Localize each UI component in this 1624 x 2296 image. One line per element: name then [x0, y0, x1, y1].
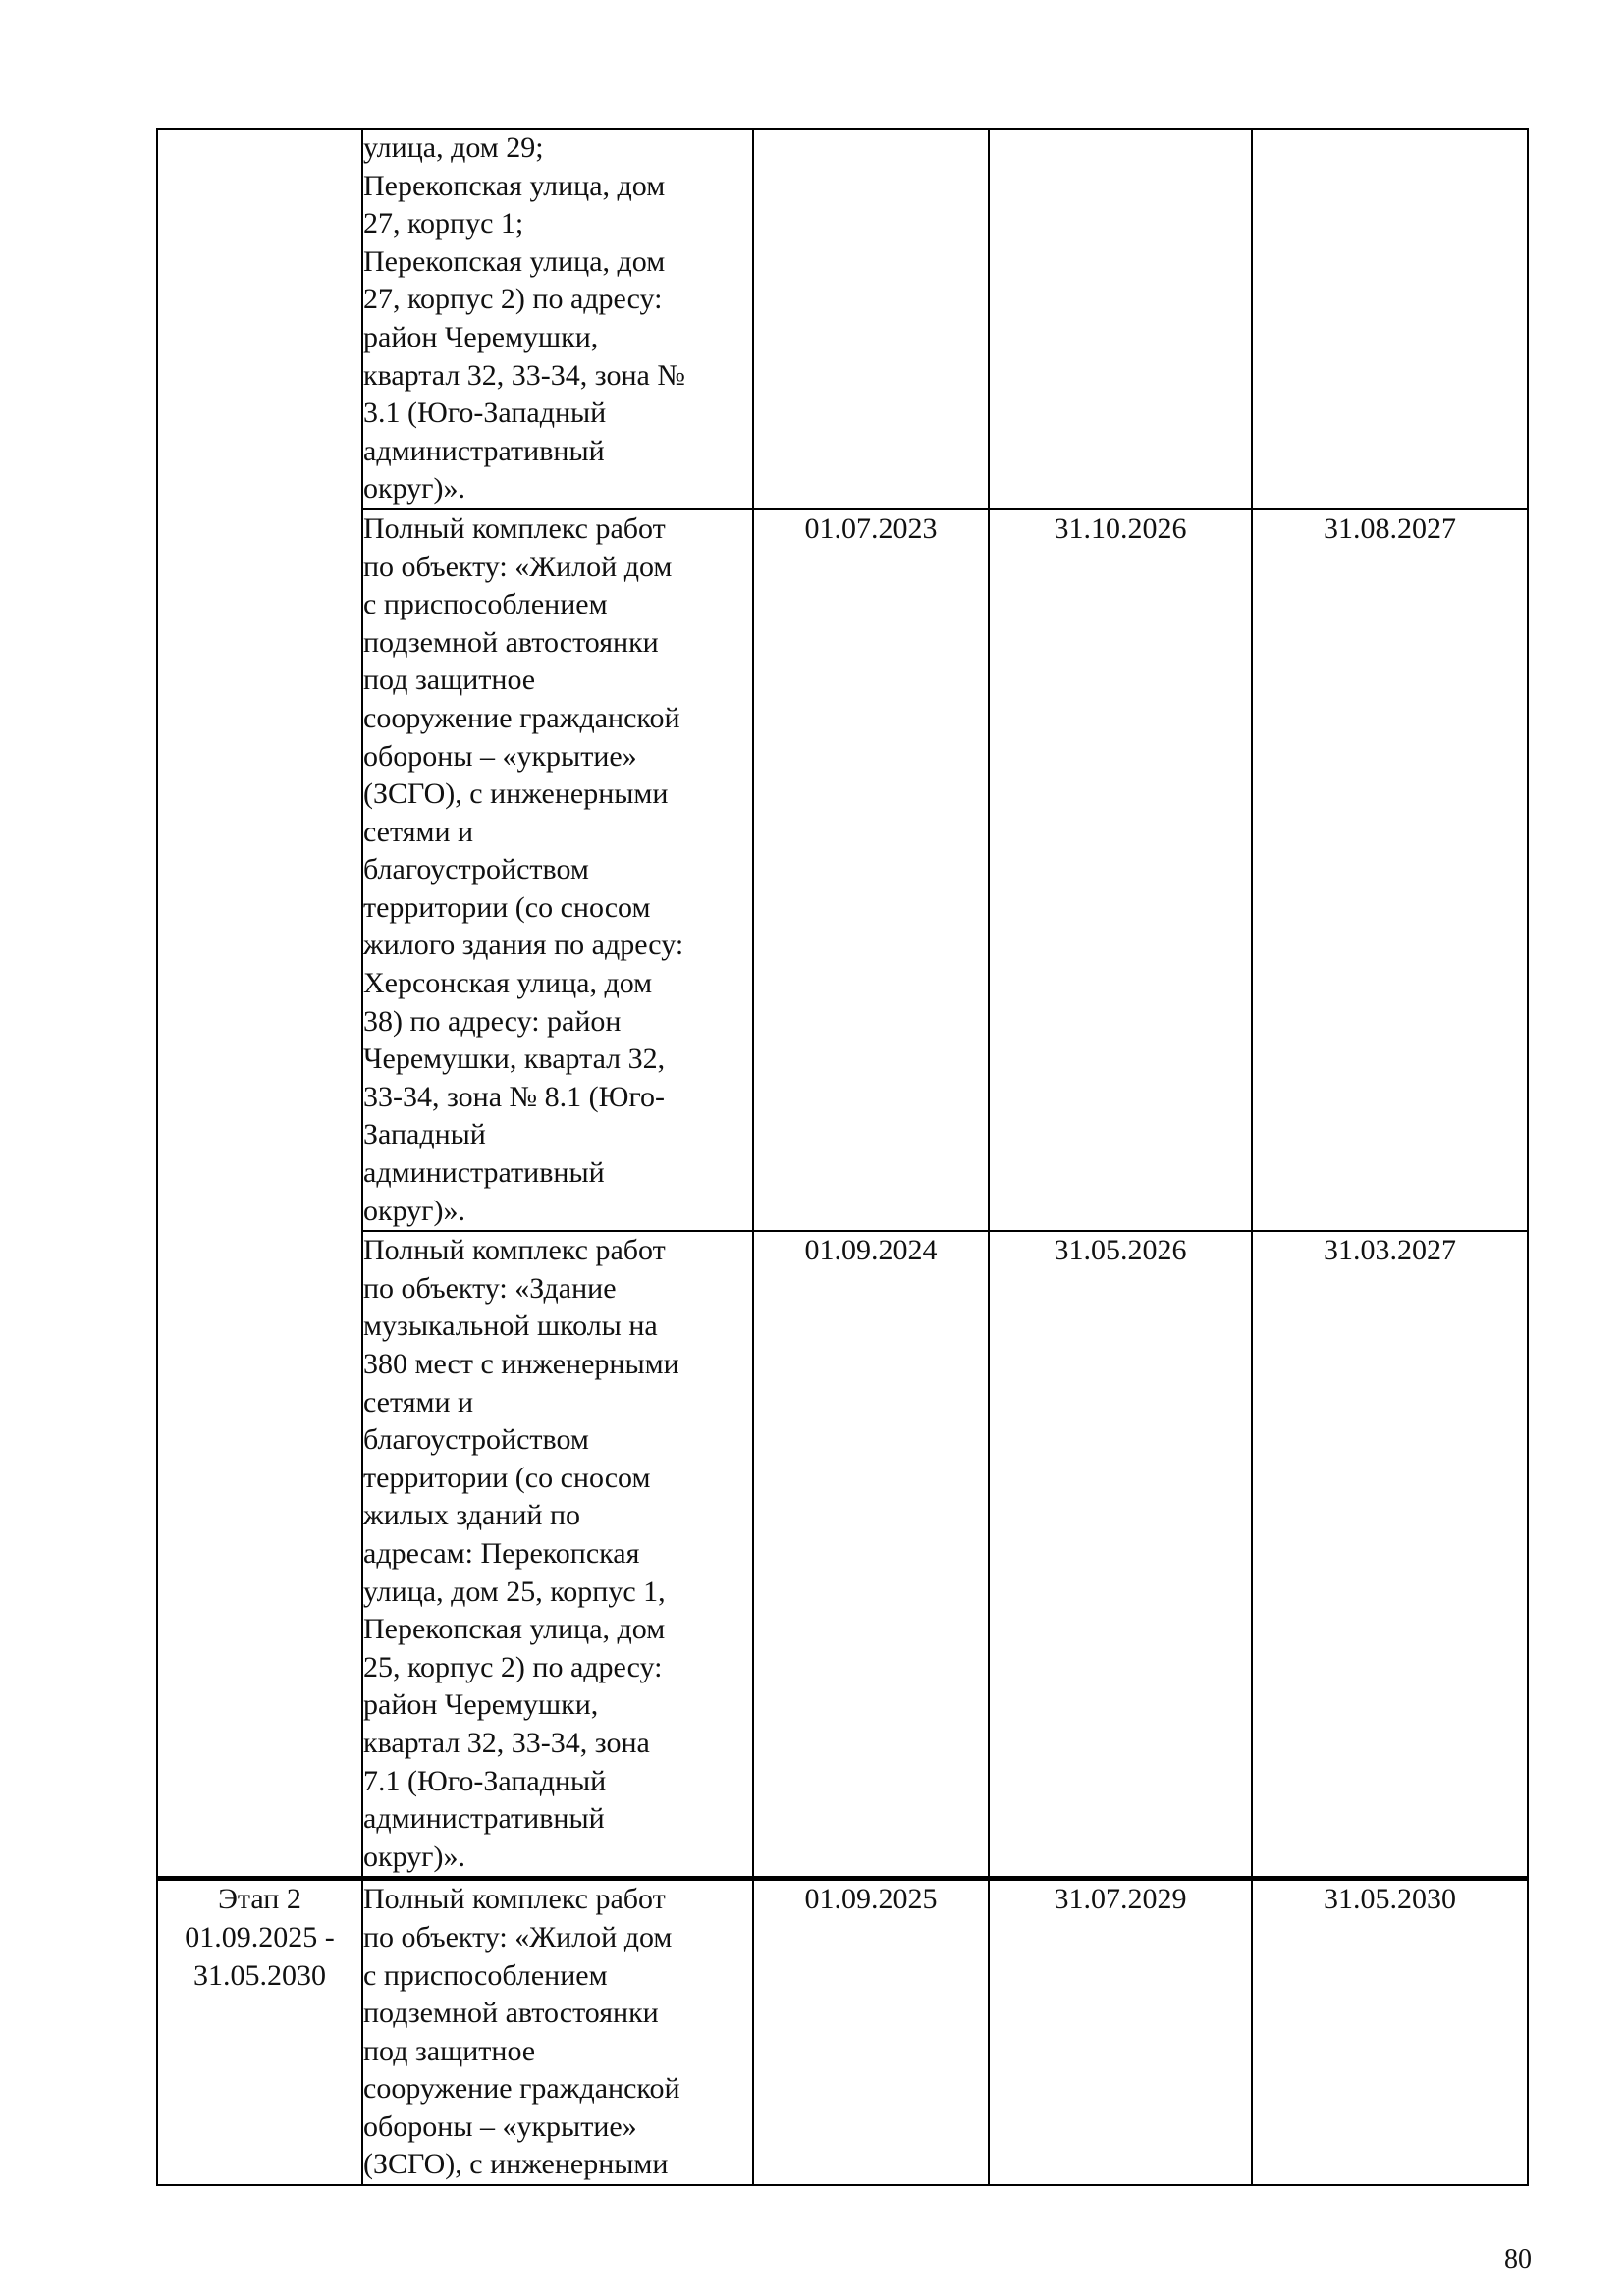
start-date-cell [753, 129, 989, 509]
work-description-cell [362, 1879, 753, 2185]
construction-end-date-cell: 31.05.2026 [989, 1231, 1252, 1879]
work-description: Полный комплекс работ по объекту: «Здание музыкальной школы на 380 мест с инженерными сетями и благоустройством территории (со сносом жилых зданий по адресам: Перекопская улица, дом 25, корпус 1, Перекопская улица, дом 25, корпус 2) по адресу: район Черемушки, квартал 32, 33-34, зона 7.1 (Юго-Западный административный округ)». [363, 1234, 679, 1873]
work-description-cell [362, 1231, 753, 1879]
work-description-cell [362, 129, 753, 509]
work-description: Полный комплекс работ по объекту: «Жилой дом с приспособлением подземной автостоянки под защитное сооружение гражданской обороны – «укрытие» (ЗСГО), с инженерными [363, 1883, 680, 2181]
stage-label: Этап 2 01.09.2025 - 31.05.2030 [185, 1883, 335, 1992]
table-row [157, 1231, 1528, 1879]
commissioning-date-cell [1252, 129, 1528, 509]
table-row [157, 129, 1528, 509]
work-description-cell [362, 509, 753, 1231]
stage-cell [157, 129, 362, 1879]
start-date-cell: 01.09.2025 [753, 1879, 989, 2185]
start-date-cell: 01.09.2024 [753, 1231, 989, 1879]
table-row [157, 1879, 1528, 2185]
stage-cell [157, 1879, 362, 2185]
work-description: Полный комплекс работ по объекту: «Жилой дом с приспособлением подземной автостоянки под защитное сооружение гражданской обороны – «укрытие» (ЗСГО), с инженерными сетями и благоустройством территории (со сносом жилого здания по адресу: Херсонская улица, дом 38) по адресу: район Черемушки, квартал 32, 33-34, зона № 8.1 (Юго- Западный административный округ)». [363, 511, 684, 1227]
construction-end-date-cell: 31.07.2029 [989, 1879, 1252, 2185]
commissioning-date-cell: 31.08.2027 [1252, 509, 1528, 1231]
page-number: 80 [1504, 2244, 1532, 2274]
schedule-table [156, 128, 1529, 2186]
start-date-cell: 01.07.2023 [753, 509, 989, 1231]
commissioning-date-cell: 31.05.2030 [1252, 1879, 1528, 2185]
construction-end-date-cell [989, 129, 1252, 509]
construction-end-date-cell: 31.10.2026 [989, 509, 1252, 1231]
commissioning-date-cell: 31.03.2027 [1252, 1231, 1528, 1879]
work-description: улица, дом 29; Перекопская улица, дом 27, корпус 1; Перекопская улица, дом 27, корпус 2) по адресу: район Черемушки, квартал 32, 33-34, зона № 3.1 (Юго-Западный административный округ)». [363, 132, 685, 506]
table-row [157, 509, 1528, 1231]
